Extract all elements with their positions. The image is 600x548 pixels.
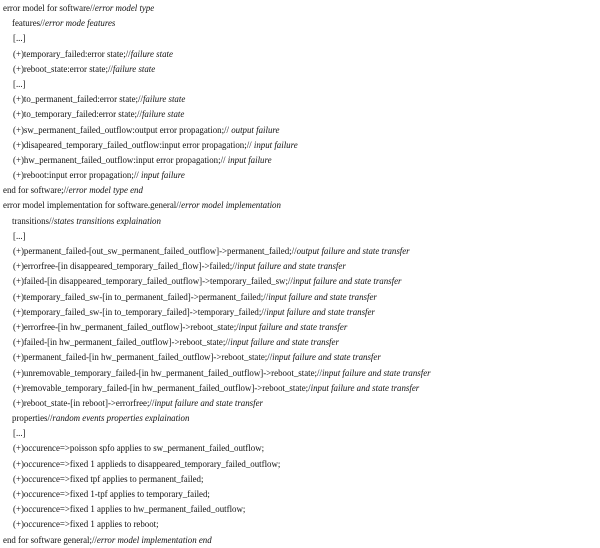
code-comment: input failure and state transfer	[237, 261, 346, 272]
code-line	[0, 441, 600, 456]
code-text: (+)temporary_failed_sw-[in to_temporary_failed]->temporary_failed;//	[13, 306, 267, 317]
code-text: (+)reboot_state-[in reboot]->errorfree;//	[13, 397, 155, 408]
code-text: (+)occurence=>fixed 1 applies to reboot;	[13, 519, 159, 530]
code-line	[0, 274, 600, 289]
code-text: (+)temporary_failed_sw-[in to_permanent_failed]->permanent_failed;//	[13, 291, 269, 302]
code-line	[0, 305, 600, 320]
code-comment: random events properties explaination	[52, 413, 190, 424]
code-text: (+)reboot:input error propagation;//	[13, 170, 141, 181]
code-line	[0, 229, 600, 244]
code-comment: input failure and state transfer	[238, 321, 348, 332]
code-text: (+)hw_permanent_failed_outflow:input error propagation;//	[13, 154, 228, 165]
code-text: transitions//	[12, 215, 54, 226]
code-text: [...]	[13, 33, 26, 44]
code-text: features//	[12, 18, 46, 29]
code-comment: input failure and state transfer	[230, 337, 339, 348]
code-comment: error model type end	[68, 185, 143, 196]
code-text: (+)occurence=>fixed tpf applies to permanent_failed;	[13, 473, 204, 484]
code-comment: output failure	[231, 124, 280, 135]
code-text: (+)occurence=>fixed 1 applies to hw_permanent_failed_outflow;	[13, 504, 246, 515]
code-text: (+)permanent_failed-[in hw_permanent_failed_outflow]->reboot_state;//	[13, 352, 273, 363]
code-comment: input failure and state transfer	[154, 397, 263, 408]
code-text: (+)removable_temporary_failed-[in hw_permanent_failed_outflow]->reboot_state;/	[13, 382, 311, 393]
code-line	[0, 366, 600, 381]
code-line	[0, 259, 600, 274]
code-text: (+)occurence=>fixed 1-tpf applies to temporary_failed;	[13, 489, 210, 499]
code-line	[0, 168, 600, 183]
code-text: (+)temporary_failed:error state;//	[13, 48, 131, 59]
code-line	[0, 183, 600, 198]
code-line	[0, 350, 600, 365]
code-text: error model for software//	[3, 3, 95, 13]
code-text: (+)occurence=>poisson spfo applies to sw_permanent_failed_outflow;	[13, 443, 265, 454]
code-text: [...]	[13, 230, 26, 241]
code-text: [...]	[13, 428, 26, 439]
code-comment: output failure and state transfer	[296, 246, 410, 256]
code-line	[0, 487, 600, 502]
code-comment: failure state	[130, 48, 173, 59]
code-line	[0, 123, 600, 138]
code-text: (+)errorfree-[in hw_permanent_failed_outflow]->reboot_state;/	[13, 321, 239, 332]
code-text: (+)disapeared_temporary_failed_outflow:input error propagation;//	[13, 139, 254, 150]
code-comment: input failure and state transfer	[272, 352, 381, 363]
code-line	[0, 92, 600, 107]
code-text: end for software general;//	[3, 534, 97, 545]
code-line	[0, 1, 600, 16]
code-line	[0, 138, 600, 153]
code-text: (+)permanent_failed-[out_sw_permanent_failed_outflow]->permanent_failed;//	[13, 246, 297, 256]
code-line	[0, 198, 600, 213]
code-comment: states transitions explaination	[53, 215, 161, 226]
code-text: end for software;//	[3, 185, 69, 196]
code-line	[0, 77, 600, 92]
code-comment: input failure and state transfer	[292, 276, 402, 287]
code-text: properties//	[12, 413, 53, 424]
code-line	[0, 517, 600, 532]
code-line	[0, 426, 600, 441]
code-line	[0, 31, 600, 46]
code-line	[0, 396, 600, 411]
code-text: (+)to_temporary_failed:error state;//	[13, 109, 142, 120]
code-line	[0, 533, 600, 548]
code-line	[0, 320, 600, 335]
code-line	[0, 16, 600, 31]
code-text: (+)sw_permanent_failed_outflow:output error propagation;//	[13, 124, 232, 135]
code-text: [...]	[13, 78, 26, 89]
code-line	[0, 244, 600, 259]
code-comment: error model implementation end	[96, 534, 212, 545]
code-text: (+)reboot_state:error state;//	[13, 63, 113, 74]
code-comment: input failure	[253, 139, 298, 150]
code-comment: input failure and state transfer	[310, 382, 420, 393]
code-line	[0, 214, 600, 229]
code-line	[0, 153, 600, 168]
code-comment: failure state	[142, 94, 186, 105]
code-comment: failure state	[141, 109, 185, 120]
code-text: (+)failed-[in disappeared_temporary_failed_outflow]->temporary_failed_sw;//	[13, 276, 293, 287]
code-text: (+)occurence=>fixed 1 applieds to disappeared_temporary_failed_outflow;	[13, 458, 281, 469]
code-line	[0, 411, 600, 426]
code-comment: input failure and state transfer	[268, 291, 377, 302]
code-text: error model implementation for software.general//	[3, 200, 182, 211]
code-line	[0, 381, 600, 396]
code-comment: error mode features	[45, 18, 116, 29]
code-line	[0, 290, 600, 305]
code-line	[0, 472, 600, 487]
code-comment: input failure	[141, 170, 185, 181]
code-comment: input failure and state transfer	[266, 306, 375, 317]
code-line	[0, 502, 600, 517]
code-comment: failure state	[112, 63, 156, 74]
code-line	[0, 335, 600, 350]
code-comment: error model implementation	[181, 200, 281, 211]
code-text: (+)unremovable_temporary_failed-[in hw_permanent_failed_outflow]->reboot_state;//	[13, 367, 322, 378]
code-comment: input failure	[227, 154, 272, 165]
code-text: (+)to_permanent_failed:error state;//	[13, 94, 143, 105]
code-line	[0, 47, 600, 62]
code-comment: input failure and state transfer	[321, 367, 431, 378]
code-line	[0, 62, 600, 77]
code-line	[0, 457, 600, 472]
code-line	[0, 107, 600, 122]
code-text: (+)failed-[in hw_permanent_failed_outflow]->reboot_state;//	[13, 337, 231, 348]
code-text: (+)errorfree-[in disappeared_temporary_failed_flow]->failed;//	[13, 261, 238, 272]
code-comment: error model type	[94, 3, 155, 13]
